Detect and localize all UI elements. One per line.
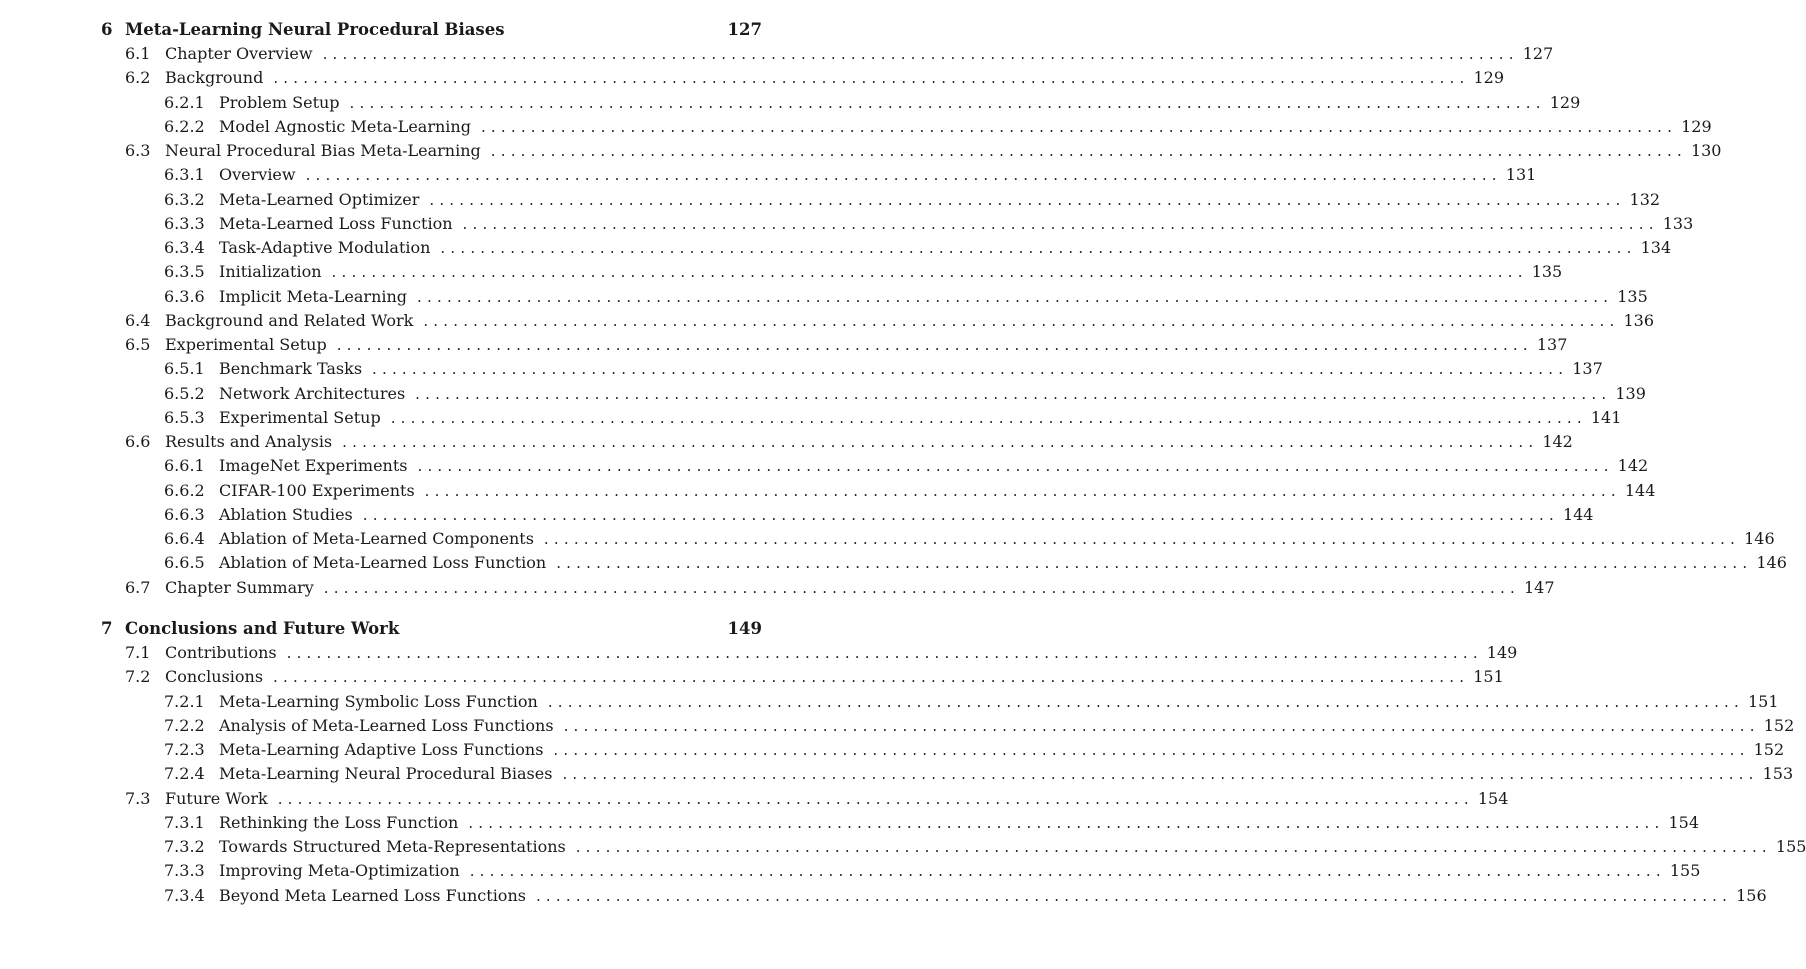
entry-title: Task-Adaptive Modulation [219,238,431,257]
toc-subsection-row [164,286,1648,311]
entry-title: Conclusions [165,667,264,687]
entry-title: Network Architectures [219,383,406,403]
entry-page-number: 154 [1668,812,1700,832]
entry-page-number: 144 [1624,480,1656,500]
entry-number: 6.3.1 [164,165,205,185]
entry-number: 6.3.3 [164,213,205,233]
entry-number: 7.2.3 [164,740,205,759]
entry-title: Experimental Setup [219,407,381,427]
entry-number: 6.2.1 [164,92,205,112]
dot-leader: ........................................................................................................................ [553,741,1750,759]
entry-page-number: 129 [1681,116,1712,136]
toc-section-row [125,788,1509,813]
dot-leader: ........................................................................................................................ [362,505,1559,524]
entry-title: Meta-Learned Optimizer [219,189,420,209]
entry-title: Beyond Meta Learned Loss Functions [219,885,526,905]
toc-subsection-row [164,504,1594,529]
entry-page-number: 146 [1744,529,1775,548]
entry-page-number: 139 [1615,383,1646,403]
toc-section-row [125,643,1518,667]
dot-leader: ........................................................................................................................ [273,69,1470,88]
entry-number: 6.6.5 [164,553,205,573]
entry-number: 6.3.4 [164,238,205,257]
entry-number: 7.3.1 [164,812,205,832]
toc-section-row [125,141,1722,165]
entry-title: Ablation of Meta-Learned Loss Function [219,553,547,573]
toc-subsection-row [164,262,1563,286]
entry-number: 6.3 [125,141,151,160]
chapter-title: Conclusions and Future Work [125,619,400,638]
entry-number: 6.5.2 [164,383,205,403]
entry-page-number: 131 [1505,165,1537,185]
entry-number: 6.3.6 [164,286,205,306]
dot-leader: ........................................................................................................................ [417,287,1614,306]
entry-title: Implicit Meta-Learning [219,286,408,306]
entry-title: Overview [219,165,296,185]
dot-leader: ........................................................................................................................ [462,214,1659,233]
toc-subsection-row [164,812,1700,837]
entry-number: 6.3.5 [164,262,205,282]
chapter-page-number: 127 [727,20,762,39]
toc-section-row [125,44,1554,68]
entry-number: 6.5.3 [164,407,205,427]
toc-subsection-row [164,553,1787,577]
entry-page-number: 155 [1775,837,1806,856]
entry-number: 6.5 [125,335,151,354]
entry-page-number: 156 [1736,885,1767,905]
entry-title: Benchmark Tasks [219,359,363,379]
entry-title: Chapter Summary [165,577,314,597]
entry-number: 6.4 [125,310,151,330]
dot-leader: ........................................................................................................................ [556,554,1753,573]
entry-number: 7.3.4 [164,885,205,905]
entry-number: 6.6.2 [164,480,205,500]
entry-title: Problem Setup [219,92,340,112]
entry-page-number: 137 [1572,359,1603,379]
entry-number: 7.2.4 [164,764,205,784]
entry-title: Future Work [165,788,268,808]
toc-subsection-row [164,165,1537,189]
chapter-number: 7 [101,619,113,638]
entry-page-number: 152 [1753,740,1785,759]
toc-subsection-row [164,189,1661,214]
toc-subsection-row [164,92,1581,117]
entry-page-number: 134 [1640,238,1672,257]
chapter-page-number: 149 [727,619,762,638]
entry-page-number: 142 [1542,432,1573,451]
entry-title: Rethinking the Loss Function [219,812,459,832]
toc-subsection-row [164,456,1649,480]
entry-title: Ablation of Meta-Learned Components [219,529,534,548]
entry-page-number: 129 [1549,92,1581,112]
toc-section-row [125,432,1573,456]
dot-leader: ........................................................................................................................ [480,117,1678,136]
entry-number: 6.6.3 [164,504,205,524]
toc-subsection-row [164,740,1785,764]
toc-subsection-row [164,764,1794,788]
dot-leader: ........................................................................................................................ [535,886,1733,905]
entry-page-number: 142 [1617,456,1649,476]
toc-subsection-row [164,359,1603,383]
entry-number: 7.1 [125,643,151,662]
entry-page-number: 130 [1690,141,1722,160]
entry-title: Ablation Studies [219,504,353,524]
dot-leader: ........................................................................................................................ [440,239,1637,257]
chapter-heading [101,20,762,44]
dot-leader: ........................................................................................................................ [273,668,1470,687]
entry-page-number: 151 [1473,667,1504,687]
dot-leader: ........................................................................................................................ [490,142,1687,160]
entry-title: Chapter Overview [165,44,313,63]
toc-subsection-row [164,407,1622,432]
entry-title: Background [165,68,264,88]
entry-page-number: 152 [1763,715,1795,735]
dot-leader: ........................................................................................................................ [286,644,1483,662]
entry-page-number: 135 [1531,262,1563,282]
entry-title: Contributions [165,643,277,662]
entry-page-number: 137 [1536,335,1568,354]
dot-leader: ........................................................................................................................ [469,862,1666,881]
entry-number: 7.2 [125,667,151,687]
dot-leader: ........................................................................................................................ [390,408,1587,427]
entry-number: 6.5.1 [164,359,205,379]
entry-page-number: 132 [1629,189,1661,209]
dot-leader: ........................................................................................................................ [349,93,1546,112]
dot-leader: ........................................................................................................................ [342,433,1539,451]
entry-number: 6.2.2 [164,116,205,136]
dot-leader: ........................................................................................................................ [322,45,1519,63]
dot-leader: ........................................................................................................................ [547,692,1744,711]
entry-title: Improving Meta-Optimization [219,861,460,881]
entry-number: 6.6.1 [164,456,205,476]
toc-section-row [125,310,1655,335]
entry-title: Model Agnostic Meta-Learning [219,116,471,136]
entry-page-number: 135 [1617,286,1648,306]
entry-number: 6.3.2 [164,189,205,209]
dot-leader: ........................................................................................................................ [336,336,1533,354]
entry-page-number: 155 [1669,861,1701,881]
entry-page-number: 153 [1762,764,1794,784]
dot-leader: ........................................................................................................................ [468,813,1665,832]
dot-leader: ........................................................................................................................ [415,384,1612,403]
toc-subsection-row [164,238,1672,262]
toc-subsection-row [164,213,1694,238]
toc-subsection-row [164,691,1779,716]
entry-page-number: 133 [1662,213,1694,233]
entry-title: CIFAR-100 Experiments [219,480,415,500]
entry-page-number: 147 [1523,577,1555,597]
entry-title: Experimental Setup [165,335,327,354]
entry-page-number: 141 [1590,407,1622,427]
dot-leader: ........................................................................................................................ [323,578,1520,597]
dot-leader: ........................................................................................................................ [331,263,1528,282]
entry-page-number: 136 [1623,310,1655,330]
dot-leader: ........................................................................................................................ [543,530,1741,548]
entry-title: Meta-Learning Neural Procedural Biases [219,764,553,784]
dot-leader: ........................................................................................................................ [372,360,1569,379]
entry-page-number: 151 [1747,691,1779,711]
dot-leader: ........................................................................................................................ [562,765,1759,784]
toc-subsection-row [164,383,1646,408]
entry-title: Neural Procedural Bias Meta-Learning [165,141,481,160]
entry-title: Meta-Learning Adaptive Loss Functions [219,740,544,759]
dot-leader: ........................................................................................................................ [305,166,1502,185]
chapter-title: Meta-Learning Neural Procedural Biases [125,20,505,39]
entry-page-number: 144 [1562,504,1594,524]
toc-subsection-row [164,480,1656,505]
entry-page-number: 129 [1473,68,1505,88]
entry-number: 7.3 [125,788,151,808]
entry-title: Meta-Learning Symbolic Loss Function [219,691,538,711]
toc-subsection-row [164,885,1767,910]
toc-section-row [125,68,1505,92]
entry-title: Towards Structured Meta-Representations [219,837,566,856]
dot-leader: ........................................................................................................................ [423,311,1620,330]
toc-subsection-row [164,529,1775,553]
entry-title: Results and Analysis [165,432,333,451]
dot-leader: ........................................................................................................................ [424,481,1621,500]
toc-section-row [125,577,1555,602]
chapter-heading [101,619,762,643]
entry-number: 6.7 [125,577,151,597]
toc-section-row [125,335,1568,359]
toc-subsection-row [164,861,1701,885]
chapter-number: 6 [101,20,113,39]
entry-number: 6.2 [125,68,151,88]
entry-number: 6.1 [125,44,151,63]
dot-leader: ........................................................................................................................ [277,789,1474,808]
entry-title: ImageNet Experiments [219,456,408,476]
entry-number: 7.2.1 [164,691,205,711]
toc-subsection-row [164,715,1795,740]
entry-title: Initialization [219,262,322,282]
entry-title: Background and Related Work [165,310,414,330]
dot-leader: ........................................................................................................................ [417,457,1614,476]
toc-subsection-row [164,837,1806,861]
toc-subsection-row [164,116,1712,141]
entry-title: Meta-Learned Loss Function [219,213,453,233]
entry-page-number: 154 [1477,788,1509,808]
entry-number: 6.6 [125,432,151,451]
entry-number: 6.6.4 [164,529,205,548]
toc-section-row [125,667,1504,691]
entry-page-number: 146 [1756,553,1787,573]
dot-leader: ........................................................................................................................ [575,838,1772,856]
dot-leader: ........................................................................................................................ [563,716,1760,735]
entry-page-number: 149 [1486,643,1518,662]
entry-title: Analysis of Meta-Learned Loss Functions [219,715,554,735]
dot-leader: ........................................................................................................................ [429,190,1626,209]
entry-page-number: 127 [1522,44,1554,63]
entry-number: 7.3.2 [164,837,205,856]
entry-number: 7.2.2 [164,715,205,735]
entry-number: 7.3.3 [164,861,205,881]
